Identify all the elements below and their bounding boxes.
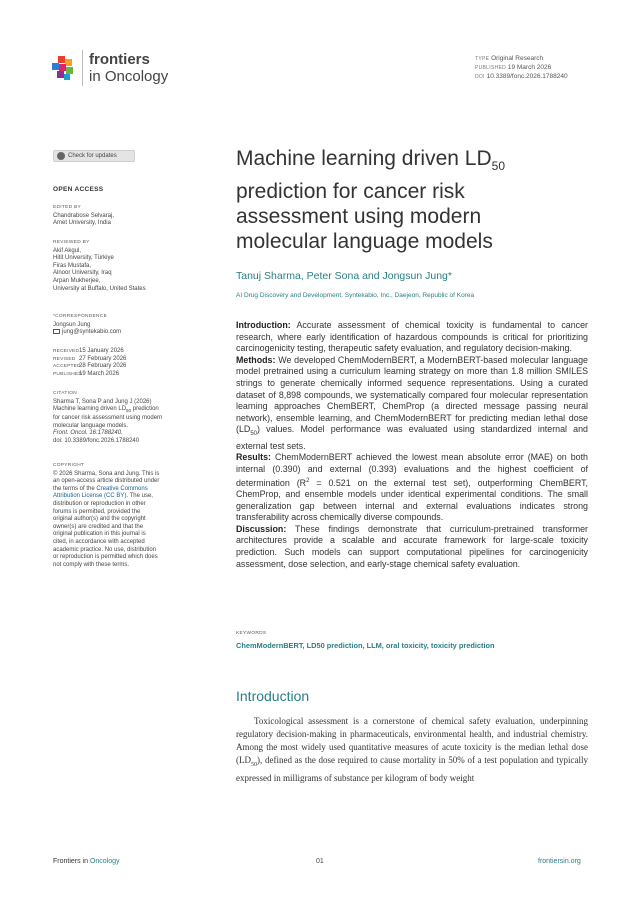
edited-by-block: EDITED BY Chandrabose Selvaraj, Amet University, India [53,205,115,227]
cc-license-link[interactable]: Creative Commons [96,485,148,492]
frontiers-logo-icon [52,56,76,80]
authors: Tanuj Sharma, Peter Sona and Jongsun Jung* [236,270,452,282]
abstract-discussion: Discussion: These findings demonstrate that curriculum-pretrained transformer architectures provide a scalable and accurate framework for large-scale toxicity prediction. Such models can support computational pipelines for carcinogenicity assessment, dose selection, and early-stage chemical safety evaluation. [236,523,588,569]
abstract-introduction: Introduction: Accurate assessment of chemical toxicity is fundamental to cancer research, where early identification of hazardous compounds is critical for prioritizing carcinogenicity testing, therapeutic safety evaluation, and regulatory decision-making. [236,320,588,354]
mail-icon [53,329,60,334]
correspondence-block: *CORRESPONDENCE Jongsun Jung jung@syntekabio.com [53,313,178,337]
article-title: Machine learning driven $LD_{50}$ prediction for cancer risk assessment using modern molecular language models [236,147,505,254]
meta-published: PUBLISHED 19 March 2026 [475,64,552,71]
logo-frontiers: frontiers [89,51,150,68]
footer-journal: Frontiers in Oncology [53,858,120,865]
check-for-updates-button[interactable]: Check for updates [53,150,135,162]
meta-doi[interactable]: DOI 10.3389/fonc.2026.1788240 [475,73,568,80]
logo-divider [82,50,83,86]
cc-license-link-2[interactable]: Attribution License (CC BY) [53,493,127,500]
introduction-body: Toxicological assessment is a cornerstone of chemical safety evaluation, underpinning regulatory decision-making in pharmaceuticals, environmental health, and industrial chemistry. Among the most widely used quantitative measures of acute toxicity is the median lethal dose $(LD_{50})$, defined as the dose required to cause mortality in 50% of a test population and typically expressed in milligrams of substance per kilogram of body weight [236,716,588,783]
page-number: 01 [316,858,324,865]
abstract-results: Results: ChemModernBERT achieved the lowest mean absolute error (MAE) on both internal (0.390) and external (0.393) evaluations and the highest coefficient of determination ($R^2 = 0.521$ on the external test set), outperforming ChemBERT, ChemProp, and ensemble models under identical experimental conditions. The small generalization gap between internal and external evaluations indicates strong transferability across chemically diverse compounds. [236,452,588,523]
open-access-label: OPEN ACCESS [53,186,104,193]
keywords: ChemModernBERT, LD50 prediction, LLM, oral toxicity, toxicity prediction [236,641,495,650]
keywords-label: KEYWORDS [236,631,267,636]
reviewed-by-block: REVIEWED BY Akif Akgul, Hitit University, Türkiye Firas Mustafa, Alnoor University, Iraq Arpan Mukherjee, University at Buffalo, United States [53,240,146,292]
footer-site-link[interactable]: frontiersin.org [538,858,581,865]
dates-block: RECEIVED15 January 2026 REVISED 27 February 2026 ACCEPTED28 February 2026 PUBLISHED19 March 2026 [53,348,127,377]
copyright-block: COPYRIGHT © 2026 Sharma, Sona and Jung. This is an open-access article distributed under the terms of the Creative Commons Attribution License (CC BY). The use, distribution or reproduction in other forums is permitted, provided the original author(s) and the copyright owner(s) are credited and that the original publication in this journal is cited, in accordance with accepted academic practice. No use, distribution or reproduction is permitted which does not comply with these terms. [53,463,160,568]
abstract [236,320,588,570]
meta-type: TYPE Original Research [475,55,544,62]
abstract-methods: Methods: We developed ChemModernBERT, a ModernBERT-based molecular language model pretrained using a curriculum learning strategy on more than 1.8 million SMILES strings to generate chemically informed sequence representations. Using a curated dataset of 8,898 compounds, we systematically compared four molecular representation learning approaches ChemBERT, ChemProp (a directed message passing neural network), ensemble learning, and ChemModernBERT for predicting median lethal dose $(LD_{50})$ values. Model performance was evaluated using standardized internal and external test sets. [236,354,588,451]
correspondence-email[interactable]: jung@syntekabio.com [53,329,178,337]
introduction-heading: Introduction [236,688,310,704]
logo-journal: in Oncology [89,68,169,85]
affiliation: AI Drug Discovery and Development, Syntekabio, Inc., Daejeon, Republic of Korea [236,292,475,299]
citation-block: CITATION Sharma T, Sona P and Jung J (2026) Machine learning driven $LD_{50}$ prediction for cancer risk assessment using modern molecular language models. Front. Oncol. 16:1788240. doi: 10.3389/fonc.2026.1788240 [53,391,163,444]
updates-icon [57,152,65,160]
